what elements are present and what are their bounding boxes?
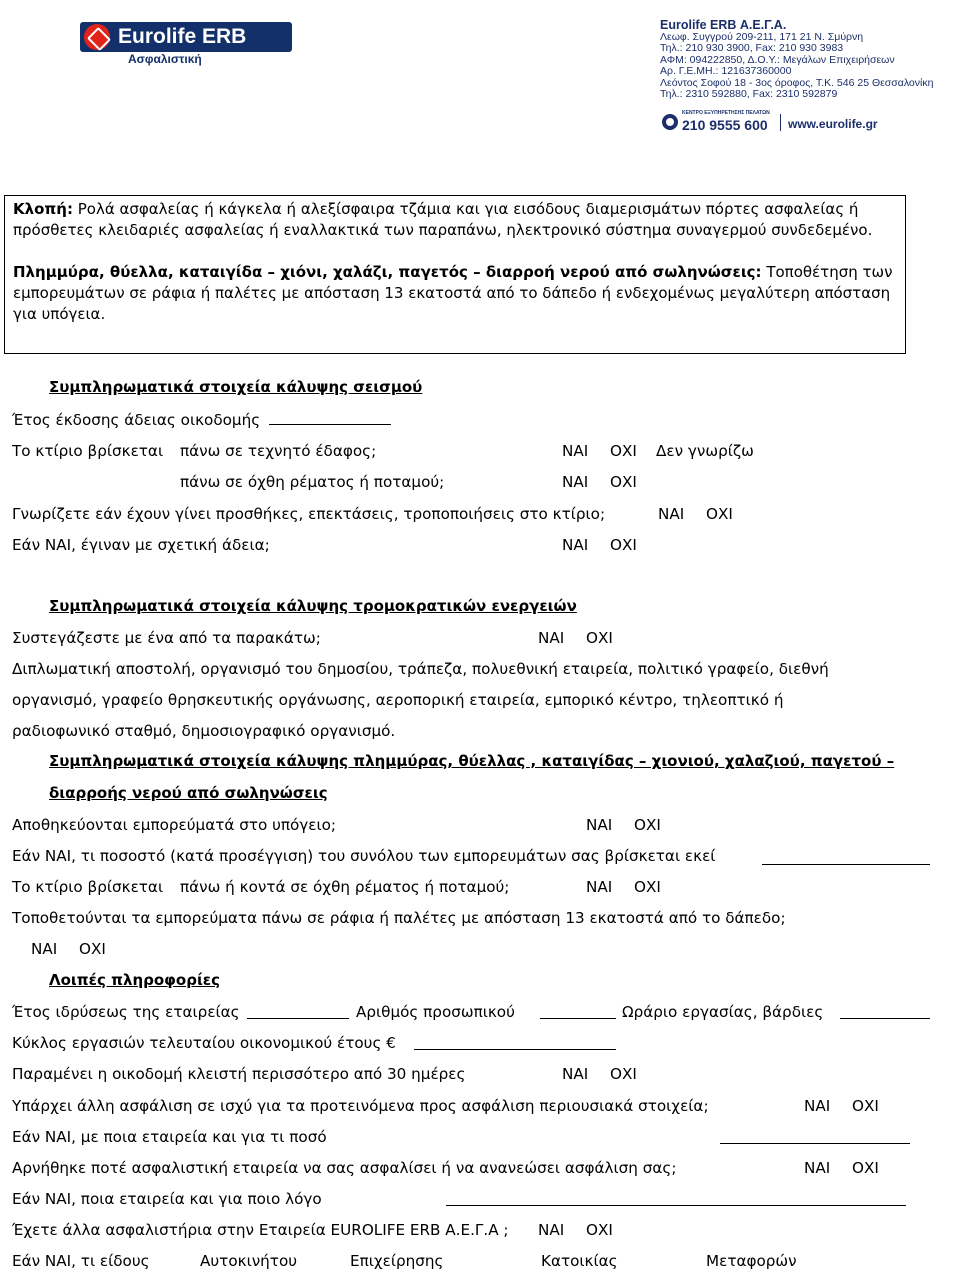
yes-option[interactable]: ΝΑΙ: [658, 505, 685, 523]
theft-text: Ρολά ασφαλείας ή κάγκελα ή αλεξίσφαιρα τζάμια και για εισόδους διαμερισμάτων πόρτες ασφαλείας ή πρόσθετες κλειδαριές ασφαλείας ή εναλλακτικά των παραπάνω, ηλεκτρονικό σύστημα συναγερμού συνδεδεμένο.: [13, 200, 873, 239]
yes-option[interactable]: ΝΑΙ: [586, 878, 613, 896]
staff-field[interactable]: [540, 1003, 616, 1019]
turnover-label: Κύκλος εργασιών τελευταίου οικονομικού έτους €: [12, 1034, 396, 1052]
yes-option[interactable]: ΝΑΙ: [562, 442, 589, 460]
organizations-list-line: οργανισμό, γραφείο θρησκευτικής οργάνωσης, αεροπορική εταιρεία, εμπορικό κέντρο, τηλεοπτικό ή: [12, 691, 784, 709]
refused-question: Αρνήθηκε ποτέ ασφαλιστική εταιρεία να σας ασφαλίσει ή να ανανεώσει ασφάλιση σας;: [12, 1159, 677, 1177]
yes-option[interactable]: ΝΑΙ: [562, 473, 589, 491]
building-label: Το κτίριο βρίσκεται: [12, 878, 164, 896]
phone-icon: [662, 114, 678, 130]
percentage-field[interactable]: [762, 849, 930, 865]
phone-caption: ΚΕΝΤΡΟ ΕΞΥΠΗΡΕΤΗΣΗΣ ΠΕΛΑΤΩΝ: [682, 110, 770, 116]
yes-option[interactable]: ΝΑΙ: [31, 940, 58, 958]
artificial-ground-question: πάνω σε τεχνητό έδαφος;: [180, 442, 377, 460]
which-company-question: Εάν ΝΑΙ, με ποια εταιρεία και για τι ποσό: [12, 1128, 327, 1146]
logo-subtitle: Ασφαλιστική: [128, 52, 202, 66]
yes-option[interactable]: ΝΑΙ: [804, 1097, 831, 1115]
other-policies-question: Έχετε άλλα ασφαλιστήρια στην Εταιρεία EUROLIFE ERB Α.Ε.Γ.Α ;: [12, 1221, 509, 1239]
contact-block: [660, 18, 933, 100]
organizations-list-line: ραδιοφωνικό σταθμό, δημοσιογραφικό οργανισμό.: [12, 722, 396, 740]
no-option[interactable]: ΟΧΙ: [610, 473, 637, 491]
building-label: Το κτίριο βρίσκεται: [12, 442, 164, 460]
contact-line: Τηλ.: 2310 592880, Fax: 2310 592879: [660, 88, 838, 101]
earthquake-heading: Συμπληρωματικά στοιχεία κάλυψης σεισμού: [49, 378, 423, 396]
organizations-list-line: Διπλωματική αποστολή, οργανισμό του δημοσίου, τράπεζα, πολυεθνική εταιρεία, πολιτικό γραφείο, διεθνή: [12, 660, 829, 678]
permit-question: Εάν ΝΑΙ, έγιναν με σχετική άδεια;: [12, 536, 270, 554]
contact-line: ΑΦΜ: 094222850, Δ.Ο.Υ.: Μεγάλων Επιχειρήσεων: [660, 53, 895, 66]
logo-mark-icon: [84, 24, 110, 50]
shelves-question: Τοποθετούνται τα εμπορεύματα πάνω σε ράφια ή παλέτες με απόσταση 13 εκατοστά από το δάπεδο;: [12, 909, 786, 927]
riverbank-question: πάνω σε όχθη ρέματος ή ποταμού;: [180, 473, 445, 491]
no-option[interactable]: ΟΧΙ: [610, 1065, 637, 1083]
issue-year-field[interactable]: [269, 409, 391, 425]
hours-label: Ωράριο εργασίας, βάρδιες: [622, 1003, 824, 1021]
yes-option[interactable]: ΝΑΙ: [804, 1159, 831, 1177]
flood-paragraph: [13, 262, 893, 324]
kind-home-option[interactable]: Κατοικίας: [541, 1252, 618, 1270]
basement-question: Αποθηκεύονται εμπορεύματά στο υπόγειο;: [12, 816, 337, 834]
no-option[interactable]: ΟΧΙ: [610, 442, 637, 460]
no-option[interactable]: ΟΧΙ: [586, 1221, 613, 1239]
yes-option[interactable]: ΝΑΙ: [562, 1065, 589, 1083]
flood-heading-cont: διαρροής νερού από σωληνώσεις: [49, 784, 328, 802]
phone-number: 210 9555 600: [682, 117, 768, 133]
contact-line: Αρ. Γ.Ε.ΜΗ.: 121637360000: [660, 65, 792, 78]
website-link[interactable]: www.eurolife.gr: [788, 117, 878, 131]
yes-option[interactable]: ΝΑΙ: [538, 629, 565, 647]
kind-transport-option[interactable]: Μεταφορών: [706, 1252, 797, 1270]
near-riverbank-question: πάνω ή κοντά σε όχθη ρέματος ή ποταμού;: [180, 878, 510, 896]
cohabitation-question: Συστεγάζεστε με ένα από τα παρακάτω;: [12, 629, 321, 647]
logo-text: Eurolife ERB: [118, 25, 247, 48]
flood-label: Πλημμύρα, θύελλα, καταιγίδα – χιόνι, χαλάζι, παγετός – διαρροή νερού από σωληνώσεις:: [13, 263, 762, 281]
theft-paragraph: [13, 199, 893, 241]
eurolife-logo: [80, 22, 292, 52]
flood-heading: Συμπληρωματικά στοιχεία κάλυψης πλημμύρας, θύελλας , καταιγίδας – χιονιού, χαλαζιού, παγετού –: [49, 752, 895, 770]
percentage-question: Εάν ΝΑΙ, τι ποσοστό (κατά προσέγγιση) του συνόλου των εμπορευμάτων σας βρίσκεται εκεί: [12, 847, 716, 865]
turnover-field[interactable]: [414, 1034, 616, 1050]
other-info-heading: Λοιπές πληροφορίες: [49, 971, 221, 989]
no-option[interactable]: ΟΧΙ: [852, 1097, 879, 1115]
yes-option[interactable]: ΝΑΙ: [538, 1221, 565, 1239]
issue-year-label: Έτος έκδοσης άδειας οικοδομής: [12, 409, 391, 430]
founded-label: Έτος ιδρύσεως της εταιρείας: [12, 1003, 240, 1021]
closed-question: Παραμένει η οικοδομή κλειστή περισσότερο από 30 ημέρες: [12, 1065, 466, 1083]
dont-know-option[interactable]: Δεν γνωρίζω: [656, 442, 754, 460]
contact-line: Λεωφ. Συγγρού 209-211, 171 21 Ν. Σμύρνη: [660, 31, 864, 43]
contact-line: Τηλ.: 210 930 3900, Fax: 210 930 3983: [660, 42, 844, 55]
refused-why-question: Εάν ΝΑΙ, ποια εταιρεία και για ποιο λόγο: [12, 1190, 322, 1208]
terrorism-heading: Συμπληρωματικά στοιχεία κάλυψης τρομοκρατικών ενεργειών: [49, 597, 577, 615]
founded-field[interactable]: [247, 1003, 349, 1019]
contact-line: Λεόντος Σοφού 18 - 3ος όροφος, Τ.Κ. 546 25 Θεσσαλονίκη: [660, 76, 934, 89]
refused-why-field[interactable]: [446, 1190, 906, 1206]
other-insurance-question: Υπάρχει άλλη ασφάλιση σε ισχύ για τα προτεινόμενα προς ασφάλιση περιουσιακά στοιχεία;: [12, 1097, 709, 1115]
yes-option[interactable]: ΝΑΙ: [586, 816, 613, 834]
which-company-field[interactable]: [720, 1128, 910, 1144]
no-option[interactable]: ΟΧΙ: [634, 878, 661, 896]
staff-label: Αριθμός προσωπικού: [356, 1003, 515, 1021]
additions-question: Γνωρίζετε εάν έχουν γίνει προσθήκες, επεκτάσεις, τροποποιήσεις στο κτίριο;: [12, 505, 606, 523]
no-option[interactable]: ΟΧΙ: [586, 629, 613, 647]
company-name: Eurolife ERB Α.Ε.Γ.Α.: [660, 18, 787, 32]
policy-kind-question: Εάν ΝΑΙ, τι είδους: [12, 1252, 150, 1270]
no-option[interactable]: ΟΧΙ: [634, 816, 661, 834]
no-option[interactable]: ΟΧΙ: [610, 536, 637, 554]
requirements-box: [4, 195, 906, 354]
yes-option[interactable]: ΝΑΙ: [562, 536, 589, 554]
kind-car-option[interactable]: Αυτοκινήτου: [200, 1252, 298, 1270]
divider: [780, 114, 781, 131]
no-option[interactable]: ΟΧΙ: [79, 940, 106, 958]
flood-text: Τοποθέτηση των εμπορευμάτων σε ράφια ή παλέτες με απόσταση 13 εκατοστά από το δάπεδο ή ενδεχομένως μεγαλύτερη απόσταση για υπόγεια.: [13, 263, 893, 323]
no-option[interactable]: ΟΧΙ: [706, 505, 733, 523]
hours-field[interactable]: [840, 1003, 930, 1019]
no-option[interactable]: ΟΧΙ: [852, 1159, 879, 1177]
theft-label: Κλοπή:: [13, 200, 73, 218]
kind-business-option[interactable]: Επιχείρησης: [350, 1252, 444, 1270]
